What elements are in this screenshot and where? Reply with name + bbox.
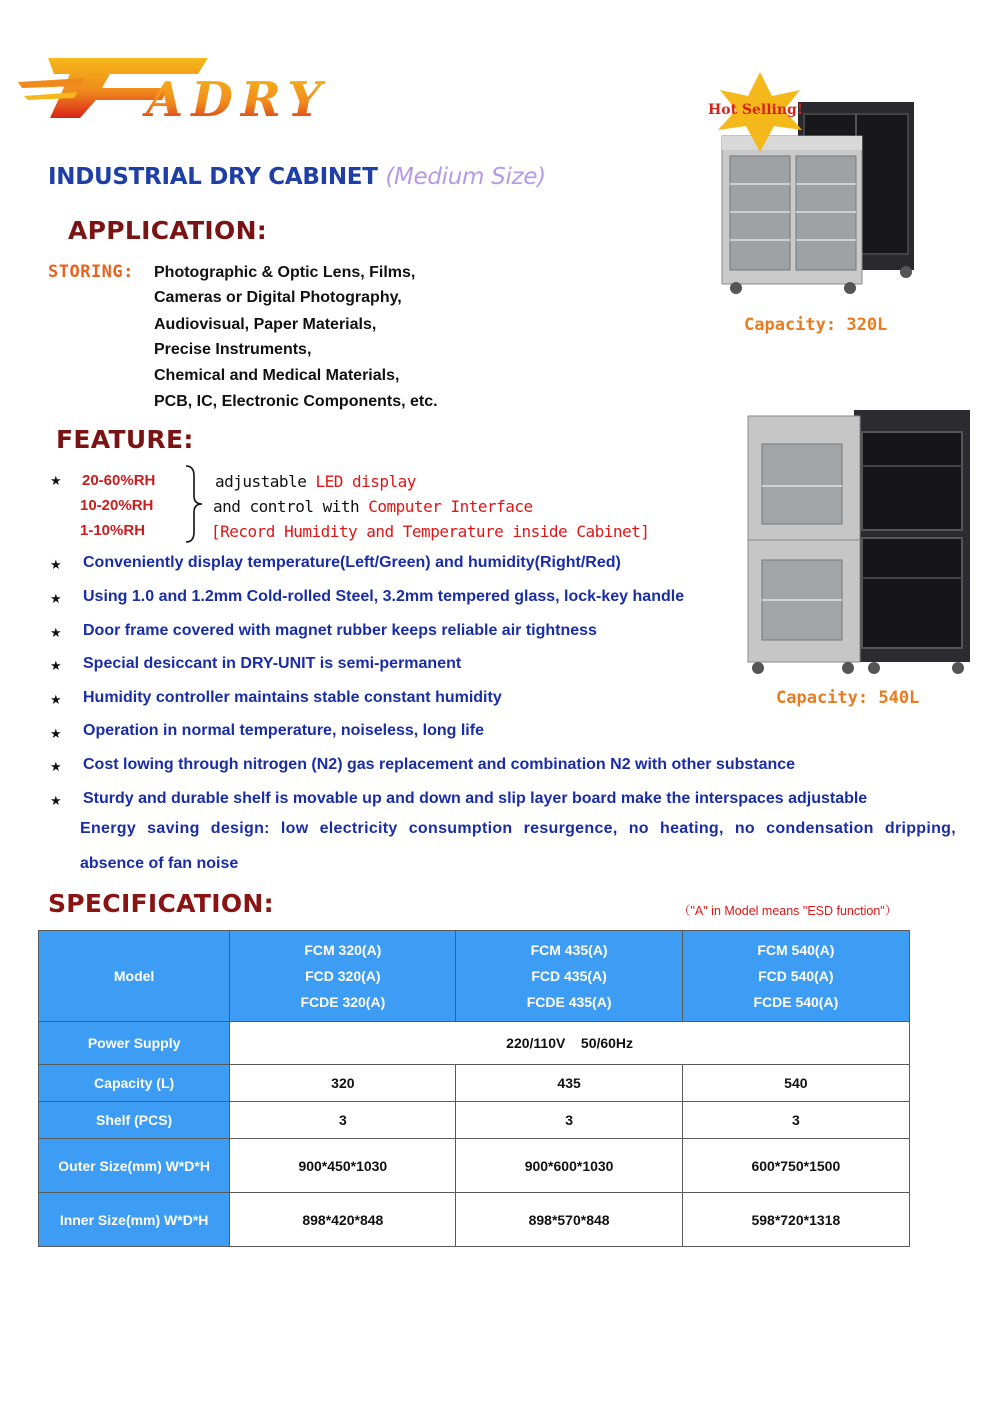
specification-heading: SPECIFICATION: — [48, 889, 274, 918]
table-cell: 320 — [230, 1065, 456, 1102]
rh-range: 10-20%RH — [80, 497, 154, 514]
model-label: Model — [39, 931, 230, 1022]
table-cell: 898*420*848 — [230, 1193, 456, 1247]
model-name: FCDE 540(A) — [753, 994, 839, 1010]
model-name: FCD 540(A) — [758, 968, 834, 984]
star-bullet-icon: ★ — [50, 692, 62, 707]
table-cell: 898*570*848 — [456, 1193, 682, 1247]
star-bullet-icon: ★ — [50, 726, 62, 741]
energy-saving-line-2: absence of fan noise — [80, 855, 239, 872]
star-bullet-icon: ★ — [50, 759, 62, 774]
star-bullet-icon: ★ — [50, 658, 62, 673]
led-text-a: adjustable — [215, 472, 316, 491]
feature-item: Sturdy and durable shelf is movable up and down and slip layer board make the interspaces adjustable — [83, 790, 868, 807]
table-cell: 540 — [682, 1065, 909, 1102]
cabinet-540-image — [744, 406, 972, 678]
feature-item: Cost lowing through nitrogen (N2) gas replacement and combination N2 with other substance — [83, 756, 796, 773]
brand-logo — [18, 48, 408, 126]
row-label: Inner Size(mm) W*D*H — [39, 1193, 230, 1247]
computer-interface-line — [213, 497, 533, 516]
table-cell: 3 — [230, 1102, 456, 1139]
model-name: FCDE 320(A) — [300, 994, 386, 1010]
title-main: INDUSTRIAL DRY CABINET — [48, 164, 378, 190]
storing-item: Cameras or Digital Photography, — [154, 289, 402, 306]
table-row — [39, 1065, 910, 1102]
model-cell — [682, 931, 909, 1022]
energy-saving-line: Energy saving design: low electricity consumption resurgence, no heating, no condensation dripping, — [80, 820, 956, 837]
capacity-320-label: Capacity: 320L — [744, 315, 888, 335]
title-subtitle: (Medium Size) — [385, 164, 546, 190]
model-name: FCM 540(A) — [757, 942, 835, 958]
star-bullet-icon: ★ — [50, 557, 62, 572]
star-bullet-icon: ★ — [50, 473, 62, 488]
capacity-540-label: Capacity: 540L — [776, 688, 920, 708]
esd-note: （"A" in Model means "ESD function"） — [678, 904, 898, 918]
page-title — [48, 164, 546, 190]
feature-item: Using 1.0 and 1.2mm Cold-rolled Steel, 3.2mm tempered glass, lock-key handle — [83, 588, 685, 605]
model-name: FCD 320(A) — [305, 968, 381, 984]
model-name: FCDE 435(A) — [526, 994, 612, 1010]
brace-icon — [180, 462, 210, 546]
model-name: FCM 435(A) — [530, 942, 608, 958]
storing-item: Audiovisual, Paper Materials, — [154, 316, 377, 333]
led-text-b: LED display — [315, 472, 416, 491]
rh-range: 1-10%RH — [80, 522, 146, 539]
rh-range: 20-60%RH — [82, 472, 156, 489]
storing-item: Chemical and Medical Materials, — [154, 367, 400, 384]
ci-text-b: Computer Interface — [368, 497, 533, 516]
feature-item: Humidity controller maintains stable constant humidity — [83, 689, 502, 706]
record-line: [Record Humidity and Temperature inside Cabinet] — [211, 522, 650, 541]
power-label: Power Supply — [39, 1022, 230, 1065]
table-row — [39, 931, 910, 1022]
table-row — [39, 1139, 910, 1193]
table-cell: 598*720*1318 — [682, 1193, 909, 1247]
model-name: FCM 320(A) — [304, 942, 382, 958]
storing-item: Photographic & Optic Lens, Films, — [154, 264, 416, 281]
row-label: Outer Size(mm) W*D*H — [39, 1139, 230, 1193]
storing-item: PCB, IC, Electronic Components, etc. — [154, 393, 438, 410]
table-cell: 900*600*1030 — [456, 1139, 682, 1193]
row-label: Capacity (L) — [39, 1065, 230, 1102]
model-cell — [230, 931, 456, 1022]
star-bullet-icon: ★ — [50, 625, 62, 640]
hot-selling-badge: Hot Selling! — [708, 102, 803, 118]
led-display-line — [215, 472, 416, 491]
table-row — [39, 1193, 910, 1247]
table-cell: 435 — [456, 1065, 682, 1102]
table-row — [39, 1102, 910, 1139]
star-bullet-icon: ★ — [50, 793, 62, 808]
table-cell: 3 — [456, 1102, 682, 1139]
specification-table — [38, 930, 910, 1247]
application-heading: APPLICATION: — [68, 216, 268, 245]
feature-item: Conveniently display temperature(Left/Green) and humidity(Right/Red) — [83, 554, 621, 571]
table-cell: 3 — [682, 1102, 909, 1139]
feature-heading: FEATURE: — [56, 425, 194, 454]
row-label: Shelf (PCS) — [39, 1102, 230, 1139]
feature-item: Door frame covered with magnet rubber keeps reliable air tightness — [83, 622, 597, 639]
svg-text:ADRY: ADRY — [146, 72, 330, 126]
table-cell: 600*750*1500 — [682, 1139, 909, 1193]
table-row — [39, 1022, 910, 1065]
power-value: 220/110V 50/60Hz — [230, 1022, 910, 1065]
storing-item: Precise Instruments, — [154, 341, 312, 358]
storing-label: STORING: — [48, 262, 134, 282]
model-cell — [456, 931, 682, 1022]
feature-item: Operation in normal temperature, noiseless, long life — [83, 722, 484, 739]
star-bullet-icon: ★ — [50, 591, 62, 606]
model-name: FCD 435(A) — [531, 968, 607, 984]
table-cell: 900*450*1030 — [230, 1139, 456, 1193]
ci-text-a: and control with — [213, 497, 369, 516]
feature-item: Special desiccant in DRY-UNIT is semi-permanent — [83, 655, 462, 672]
